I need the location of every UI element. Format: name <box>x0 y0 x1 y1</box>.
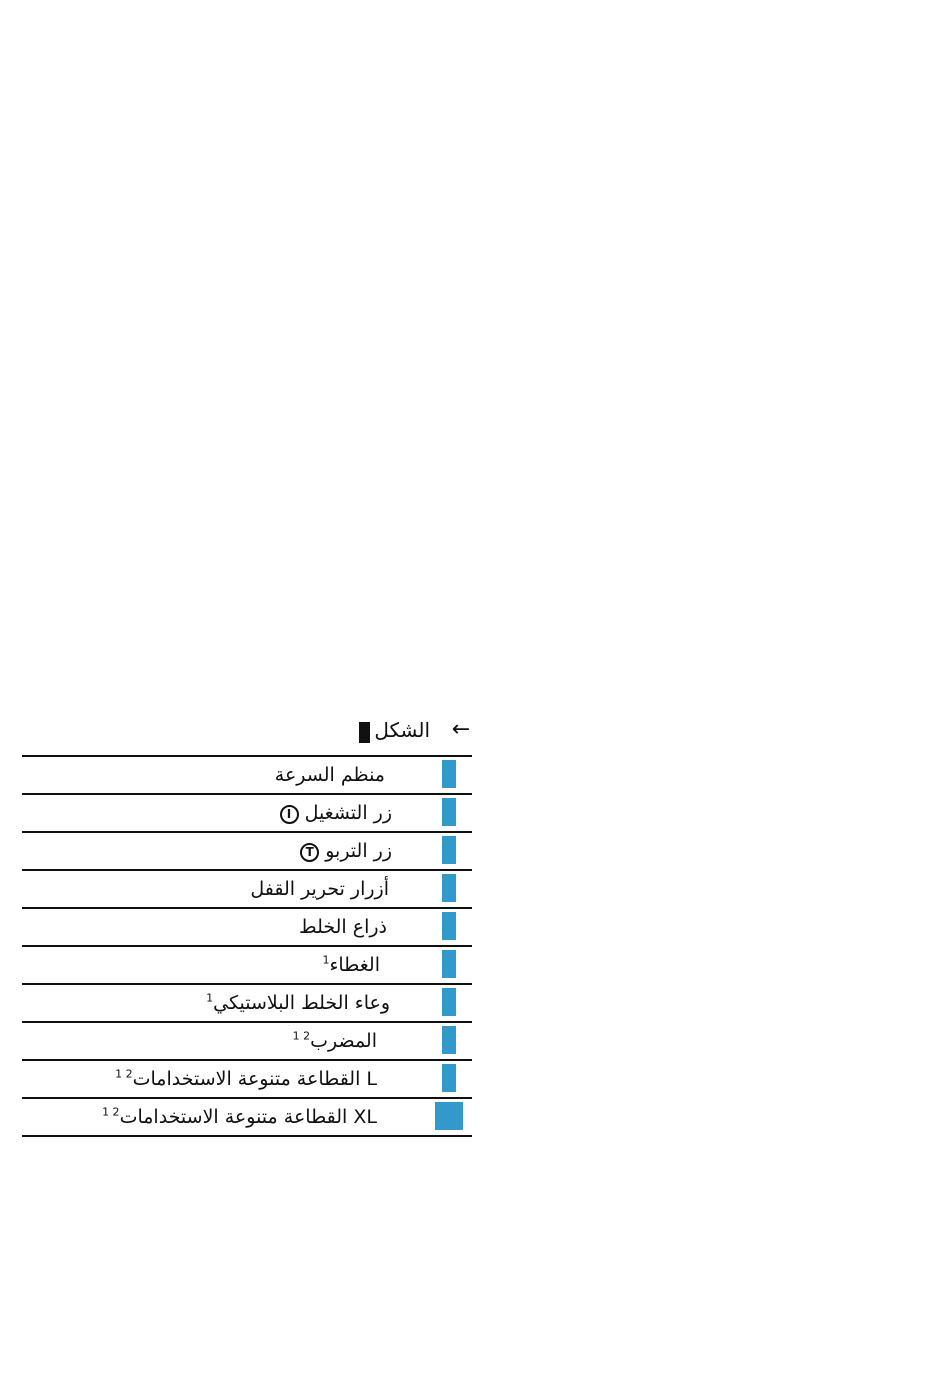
footnote-marker: 1 <box>206 991 214 1005</box>
blue-marker <box>442 988 456 1016</box>
blue-marker <box>435 1102 463 1130</box>
blue-marker <box>442 798 456 826</box>
figure-marker-square <box>359 722 370 743</box>
arrow-left-icon: ← <box>451 717 471 742</box>
legend-row <box>22 833 472 871</box>
footnote-marker: 1 2 <box>102 1105 120 1119</box>
legend-row <box>22 909 472 947</box>
legend-label: $^1$الغطاء <box>322 953 380 976</box>
figure-title: الشكل <box>374 718 430 742</box>
blue-marker <box>442 836 456 864</box>
figure-legend <box>22 713 472 1137</box>
legend-label: $^{1 2}$القطاعة متنوعة الاستخدامات L <box>115 1067 377 1090</box>
legend-label: أزرار تحرير القفل <box>250 878 389 900</box>
legend-label: منظم السرعة <box>274 764 385 786</box>
legend-row <box>22 757 472 795</box>
legend-label: T زر التربو <box>300 839 392 863</box>
blue-marker <box>442 760 456 788</box>
legend-row <box>22 795 472 833</box>
figure-header <box>22 713 472 757</box>
blue-marker <box>442 1064 456 1092</box>
legend-row <box>22 1023 472 1061</box>
legend-row <box>22 871 472 909</box>
legend-label: $^{1 2}$المضرب <box>292 1029 377 1052</box>
legend-label: I زر التشغيل <box>280 801 392 825</box>
power-symbol-icon: I <box>280 805 299 824</box>
legend-row <box>22 985 472 1023</box>
legend-row <box>22 947 472 985</box>
blue-marker <box>442 1026 456 1054</box>
footnote-marker: 1 <box>322 953 330 967</box>
legend-label: $^{1 2}$القطاعة متنوعة الاستخدامات XL <box>102 1105 377 1128</box>
turbo-symbol-icon: T <box>300 843 319 862</box>
legend-label: ذراع الخلط <box>299 916 387 938</box>
footnote-marker: 1 2 <box>292 1029 311 1043</box>
blue-marker <box>442 950 456 978</box>
legend-label: $^1$وعاء الخلط البلاستيكي <box>206 991 390 1014</box>
footnote-marker: 1 2 <box>115 1067 133 1081</box>
legend-row <box>22 1061 472 1099</box>
blue-marker <box>442 874 456 902</box>
legend-row <box>22 1099 472 1137</box>
blue-marker <box>442 912 456 940</box>
